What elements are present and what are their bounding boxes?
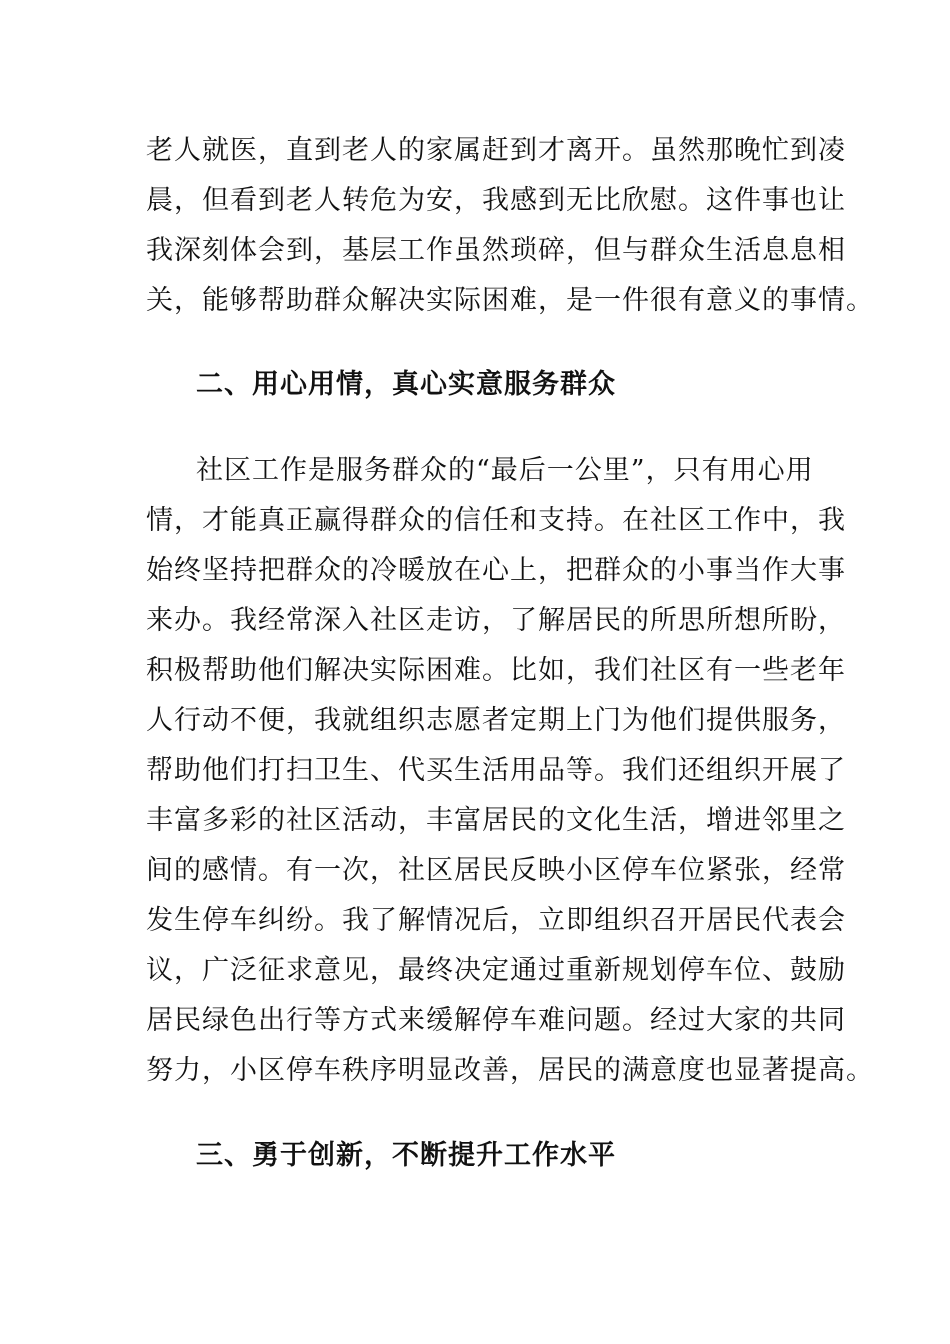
paragraph-line: 晨，但看到老人转危为安，我感到无比欣慰。这件事也让 [146,185,846,216]
paragraph-line: 情，才能真正赢得群众的信任和支持。在社区工作中，我 [146,505,846,536]
paragraph-line: 帮助他们打扫卫生、代买生活用品等。我们还组织开展了 [146,755,846,786]
paragraph-line: 社区工作是服务群众的“最后一公里”，只有用心用 [196,455,814,486]
paragraph-line: 积极帮助他们解决实际困难。比如，我们社区有一些老年 [146,655,846,686]
section-heading: 二、用心用情，真心实意服务群众 [196,369,616,400]
paragraph-line: 议，广泛征求意见，最终决定通过重新规划停车位、鼓励 [146,955,846,986]
paragraph-line: 老人就医，直到老人的家属赶到才离开。虽然那晚忙到凌 [146,135,846,166]
paragraph-line: 居民绿色出行等方式来缓解停车难问题。经过大家的共同 [146,1005,846,1036]
paragraph-line: 关，能够帮助群众解决实际困难，是一件很有意义的事情。 [146,285,874,316]
paragraph-line: 努力，小区停车秩序明显改善，居民的满意度也显著提高。 [146,1055,874,1086]
paragraph-line: 丰富多彩的社区活动，丰富居民的文化生活，增进邻里之 [146,805,846,836]
paragraph-line: 人行动不便，我就组织志愿者定期上门为他们提供服务， [146,705,846,736]
paragraph-line: 来办。我经常深入社区走访，了解居民的所思所想所盼， [146,605,846,636]
paragraph-line: 间的感情。有一次，社区居民反映小区停车位紧张，经常 [146,855,846,886]
paragraph-line: 我深刻体会到，基层工作虽然琐碎，但与群众生活息息相 [146,235,846,266]
section-heading: 三、勇于创新，不断提升工作水平 [196,1140,616,1171]
paragraph-line: 发生停车纠纷。我了解情况后，立即组织召开居民代表会 [146,905,846,936]
paragraph-line: 始终坚持把群众的冷暖放在心上，把群众的小事当作大事 [146,555,846,586]
